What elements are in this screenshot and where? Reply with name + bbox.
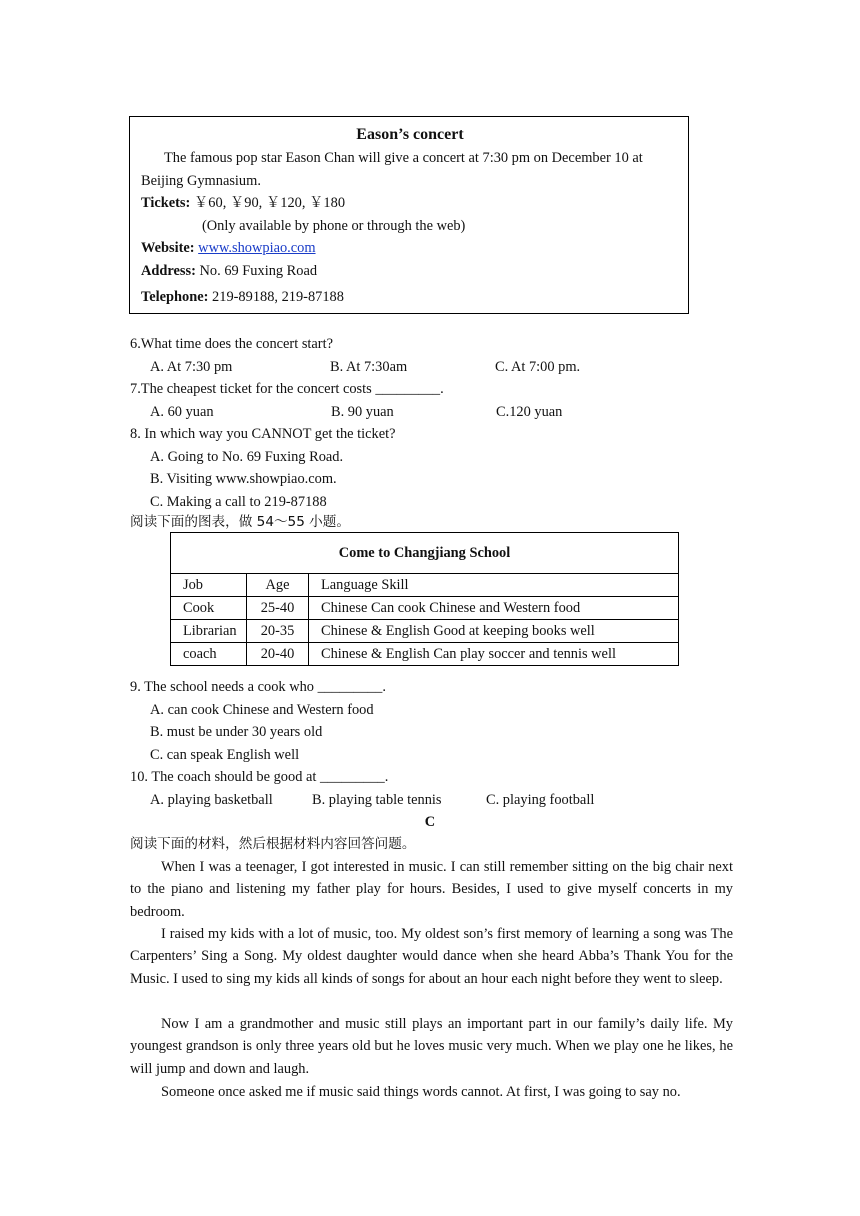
address-label: Address:: [141, 263, 196, 279]
q6-question: 6.What time does the concert start?: [130, 336, 333, 352]
q6-option-c: C. At 7:00 pm.: [495, 359, 581, 375]
q9-option-b: B. must be under 30 years old: [150, 724, 323, 740]
q9-option-c: C. can speak English well: [150, 747, 300, 763]
passage-paragraph-4: Someone once asked me if music said things words cannot. At first, I was going to say no.: [161, 1084, 681, 1100]
q8-option-b: B. Visiting www.showpiao.com.: [150, 471, 337, 487]
cell-job: Cook: [171, 597, 247, 620]
cell-job: coach: [171, 643, 247, 666]
header-job: Job: [171, 574, 247, 597]
q7-option-b: B. 90 yuan: [331, 404, 394, 420]
cell-job: Librarian: [171, 620, 247, 643]
notice-intro: The famous pop star Eason Chan will give a concert at 7:30 pm on December 10 at: [164, 150, 643, 166]
q10-option-b: B. playing table tennis: [312, 792, 442, 808]
table-row: [171, 620, 679, 643]
cell-age: 20-35: [247, 620, 309, 643]
q8-option-a: A. Going to No. 69 Fuxing Road.: [150, 449, 344, 465]
tickets-label: Tickets:: [141, 195, 191, 211]
q9-option-a: A. can cook Chinese and Western food: [150, 702, 374, 718]
q10-option-c: C. playing football: [486, 792, 595, 808]
cell-age: 20-40: [247, 643, 309, 666]
cell-age: 25-40: [247, 597, 309, 620]
cell-skill: Chinese & English Good at keeping books well: [309, 620, 679, 643]
cell-skill: Chinese & English Can play soccer and tennis well: [309, 643, 679, 666]
website-link[interactable]: www.showpiao.com: [198, 240, 316, 256]
concert-notice-box: [129, 116, 689, 314]
table-caption: Come to Changjiang School: [171, 533, 679, 574]
passage-paragraph-2: I raised my kids with a lot of music, too. My oldest son’s first memory of learning a song was The Carpenters’ Sing a Song. My oldest daughter would dance when she heard Abba’s Thank You for the Music. I used to sing my kids all kinds of songs for about an hour each night before they went to sleep.: [130, 926, 733, 987]
notice-title: Eason’s concert: [356, 126, 464, 143]
telephone-label: Telephone:: [141, 289, 209, 305]
section-b-instruction: 阅读下面的图表，做 54～55 小题。: [130, 514, 350, 530]
header-age: Age: [247, 574, 309, 597]
section-c-instruction: 阅读下面的材料，然后根据材料内容回答问题。: [130, 836, 416, 852]
tickets-value: ￥60, ￥90, ￥120, ￥180: [190, 195, 346, 211]
q10-option-a: A. playing basketball: [150, 792, 273, 808]
tickets-line: [141, 194, 345, 212]
q10-question: 10. The coach should be good at _________.: [130, 769, 389, 785]
q7-question: 7.The cheapest ticket for the concert costs _________.: [130, 381, 444, 397]
table-header-row: [171, 574, 679, 597]
telephone-line: [141, 288, 344, 306]
q7-option-c: C.120 yuan: [496, 404, 563, 420]
passage-paragraph-1: When I was a teenager, I got interested in music. I can still remember sitting on the big chair next to the piano and listening my father play for hours. Besides, I used to give myself concerts in my bedroom.: [130, 859, 733, 920]
q8-question: 8. In which way you CANNOT get the ticket?: [130, 426, 396, 442]
table-row: [171, 597, 679, 620]
header-language-skill: Language Skill: [309, 574, 679, 597]
q6-option-b: B. At 7:30am: [330, 359, 408, 375]
section-c-heading: C: [424, 814, 436, 830]
address-line: [141, 262, 317, 280]
q9-question: 9. The school needs a cook who _________.: [130, 679, 386, 695]
jobs-table: [170, 532, 679, 666]
table-caption-row: [171, 533, 679, 574]
table-row: [171, 643, 679, 666]
telephone-value: 219-89188, 219-87188: [212, 289, 344, 305]
q7-option-a: A. 60 yuan: [150, 404, 214, 420]
cell-skill: Chinese Can cook Chinese and Western food: [309, 597, 679, 620]
tickets-note: (Only available by phone or through the web): [202, 218, 466, 234]
website-line: [141, 239, 316, 257]
q6-option-a: A. At 7:30 pm: [150, 359, 233, 375]
q8-option-c: C. Making a call to 219-87188: [150, 494, 327, 510]
notice-intro-line2: Beijing Gymnasium.: [141, 173, 261, 189]
website-label: Website:: [141, 240, 195, 256]
passage-paragraph-3: Now I am a grandmother and music still plays an important part in our family’s daily life. My youngest grandson is only three years old but he loves music very much. When we play one he likes, he will jump and down and laugh.: [130, 1016, 733, 1077]
address-value: No. 69 Fuxing Road: [199, 263, 318, 279]
